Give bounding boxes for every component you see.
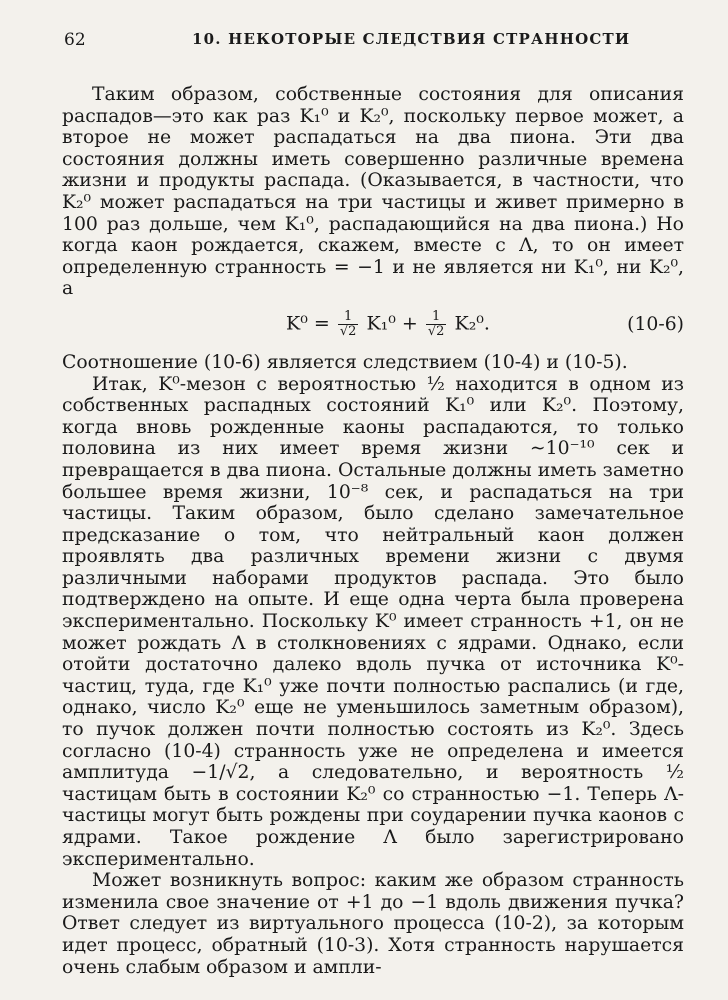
equation-10-6 <box>62 308 684 342</box>
equation-lhs: K⁰ = <box>286 312 330 335</box>
running-title: 10. НЕКОТОРЫЕ СЛЕДСТВИЯ СТРАННОСТИ <box>192 30 631 48</box>
fraction-1-numerator: 1 <box>338 310 359 325</box>
paragraph-2: Соотношение (10-6) является следствием (10-4) и (10-5). <box>62 351 628 373</box>
equation-term-2: K₂⁰. <box>454 312 490 335</box>
paragraph-1: Таким образом, собственные состояния для описания распадов—это как раз K₁⁰ и K₂⁰, поскольку первое может, а второе не может распадаться на два пиона. Эти два состояния должны иметь совершенно различные времена жизни и продукты распада. (Оказывается, в частности, что K₂⁰ может распадаться на три частицы и живет примерно в 100 раз дольше, чем K₁⁰, распадающийся на два пиона.) Но когда каон рождается, скажем, вместе с Λ, то он имеет определенную странность = −1 и не является ни K₁⁰, ни K₂⁰, а <box>62 84 684 300</box>
paragraph-3: Итак, K⁰-мезон с вероятностью ½ находится в одном из собственных распадных состояний K₁⁰ или K₂⁰. Поэтому, когда вновь рожденные каоны распадаются, то только половина из них имеет время жизни ∼10⁻¹⁰ сек и превращается в два пиона. Остальные должны иметь заметно большее время жизни, 10⁻⁸ сек, и распадаться на три частицы. Таким образом, было сделано замечательное предсказание о том, что нейтральный каон должен проявлять два различных времени жизни с двумя различными наборами продуктов распада. Это было подтверждено на опыте. И еще одна черта была проверена экспериментально. Поскольку K⁰ имеет странность +1, он не может рождать Λ в столкновениях с ядрами. Однако, если отойти достаточно далеко вдоль пучка от источника K⁰-частиц, туда, где K₁⁰ уже почти полностью распались (и где, однако, число K₂⁰ еще не уменьшилось заметным образом), то пучок должен почти полностью состоять из K₂⁰. Здесь согласно (10-4) странность уже не определена и имеется амплитуда −1/√2, а следовательно, и вероятность ½ частицам быть в состоянии K₂⁰ со странностью −1. Теперь Λ-частицы могут быть рождены при соударении пучка каонов с ядрами. Такое рождение Λ было зарегистрировано экспериментально. <box>62 373 684 870</box>
fraction-2 <box>426 310 447 339</box>
paragraph-4: Может возникнуть вопрос: каким же образом странность изменила свое значение от +1 до −1 вдоль движения пучка? Ответ следует из виртуального процесса (10-2), за которым идет процесс, обратный (10-3). Хотя странность нарушается очень слабым образом и ампли- <box>62 870 684 978</box>
equation-term-1: K₁⁰ + <box>366 312 418 335</box>
equation-label: (10-6) <box>627 314 684 336</box>
fraction-2-denominator: √2 <box>427 324 445 340</box>
page-header <box>64 26 684 54</box>
fraction-2-numerator: 1 <box>426 310 447 325</box>
fraction-1-denominator: √2 <box>339 324 357 340</box>
fraction-1 <box>338 310 359 339</box>
body-text <box>62 84 684 978</box>
page-number: 62 <box>64 30 86 50</box>
equation-body <box>62 310 624 339</box>
